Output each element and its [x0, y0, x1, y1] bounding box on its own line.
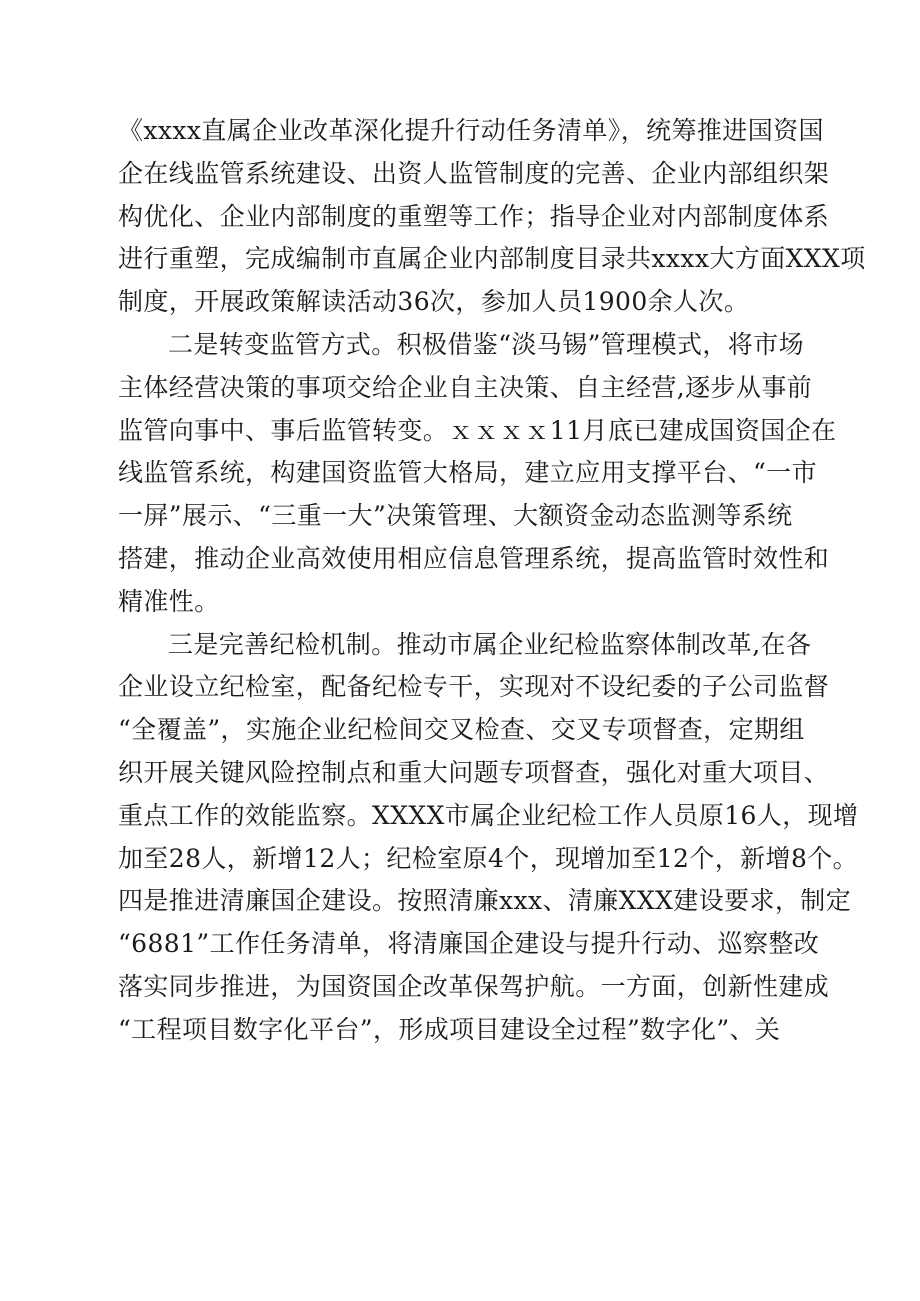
- text-line: 二是转变监管方式。积极借鉴“淡马锡”管理模式，将市场: [168, 329, 804, 359]
- text-line: 四是推进清廉国企建设。按照清廉xxx、清廉XXX建设要求，制定: [118, 886, 852, 916]
- text-line: 构优化、企业内部制度的重塑等工作；指导企业对内部制度体系: [118, 201, 830, 231]
- paragraph-discipline-mechanism: [118, 624, 859, 881]
- text-line: 一屏”展示、“三重一大”决策管理、大额资金动态监测等系统: [118, 501, 793, 531]
- text-line: 落实同步推进，为国资国企改革保驾护航。一方面，创新性建成: [118, 971, 830, 1001]
- text-line: 加至28人，新增12人；纪检室原4个，现增加至12个，新增8个。: [118, 843, 859, 873]
- text-line: 精准性。: [118, 586, 220, 616]
- text-line: 重点工作的效能监察。XXXX市属企业纪检工作人员原16人，现增: [118, 800, 859, 830]
- text-line: 主体经营决策的事项交给企业自主决策、自主经营,逐步从事前: [118, 372, 813, 402]
- paragraph-clean-enterprise: [118, 880, 852, 1051]
- text-line: 企在线监管系统建设、出资人监管制度的完善、企业内部组织架: [118, 158, 830, 188]
- text-line: 进行重塑，完成编制市直属企业内部制度目录共xxxx大方面XXX项: [118, 244, 866, 274]
- text-line: 企业设立纪检室，配备纪检专干，实现对不设纪委的子公司监督: [118, 672, 830, 702]
- paragraph-task-list: [118, 110, 866, 324]
- text-line: 三是完善纪检机制。推动市属企业纪检监察体制改革,在各: [168, 629, 812, 659]
- text-line: “工程项目数字化平台”，形成项目建设全过程”数字化”、关: [118, 1014, 781, 1044]
- text-line: 监管向事中、事后监管转变。ｘｘｘｘ11月底已建成国资国企在: [118, 415, 837, 445]
- text-line: 线监管系统，构建国资监管大格局，建立应用支撑平台、“一市: [118, 458, 817, 488]
- paragraph-supervision-mode: [118, 324, 837, 624]
- text-line: 搭建，推动企业高效使用相应信息管理系统，提高监管时效性和: [118, 543, 830, 573]
- text-line: 《xxxx直属企业改革深化提升行动任务清单》，统筹推进国资国: [118, 116, 824, 145]
- text-line: 织开展关键风险控制点和重大问题专项督查，强化对重大项目、: [118, 757, 830, 787]
- text-line: “6881”工作任务清单，将清廉国企建设与提升行动、巡察整改: [118, 929, 820, 959]
- text-line: 制度，开展政策解读活动36次，参加人员1900余人次。: [118, 287, 750, 317]
- text-line: “全覆盖”，实施企业纪检间交叉检查、交叉专项督查，定期组: [118, 715, 805, 745]
- document-body: [118, 110, 866, 1052]
